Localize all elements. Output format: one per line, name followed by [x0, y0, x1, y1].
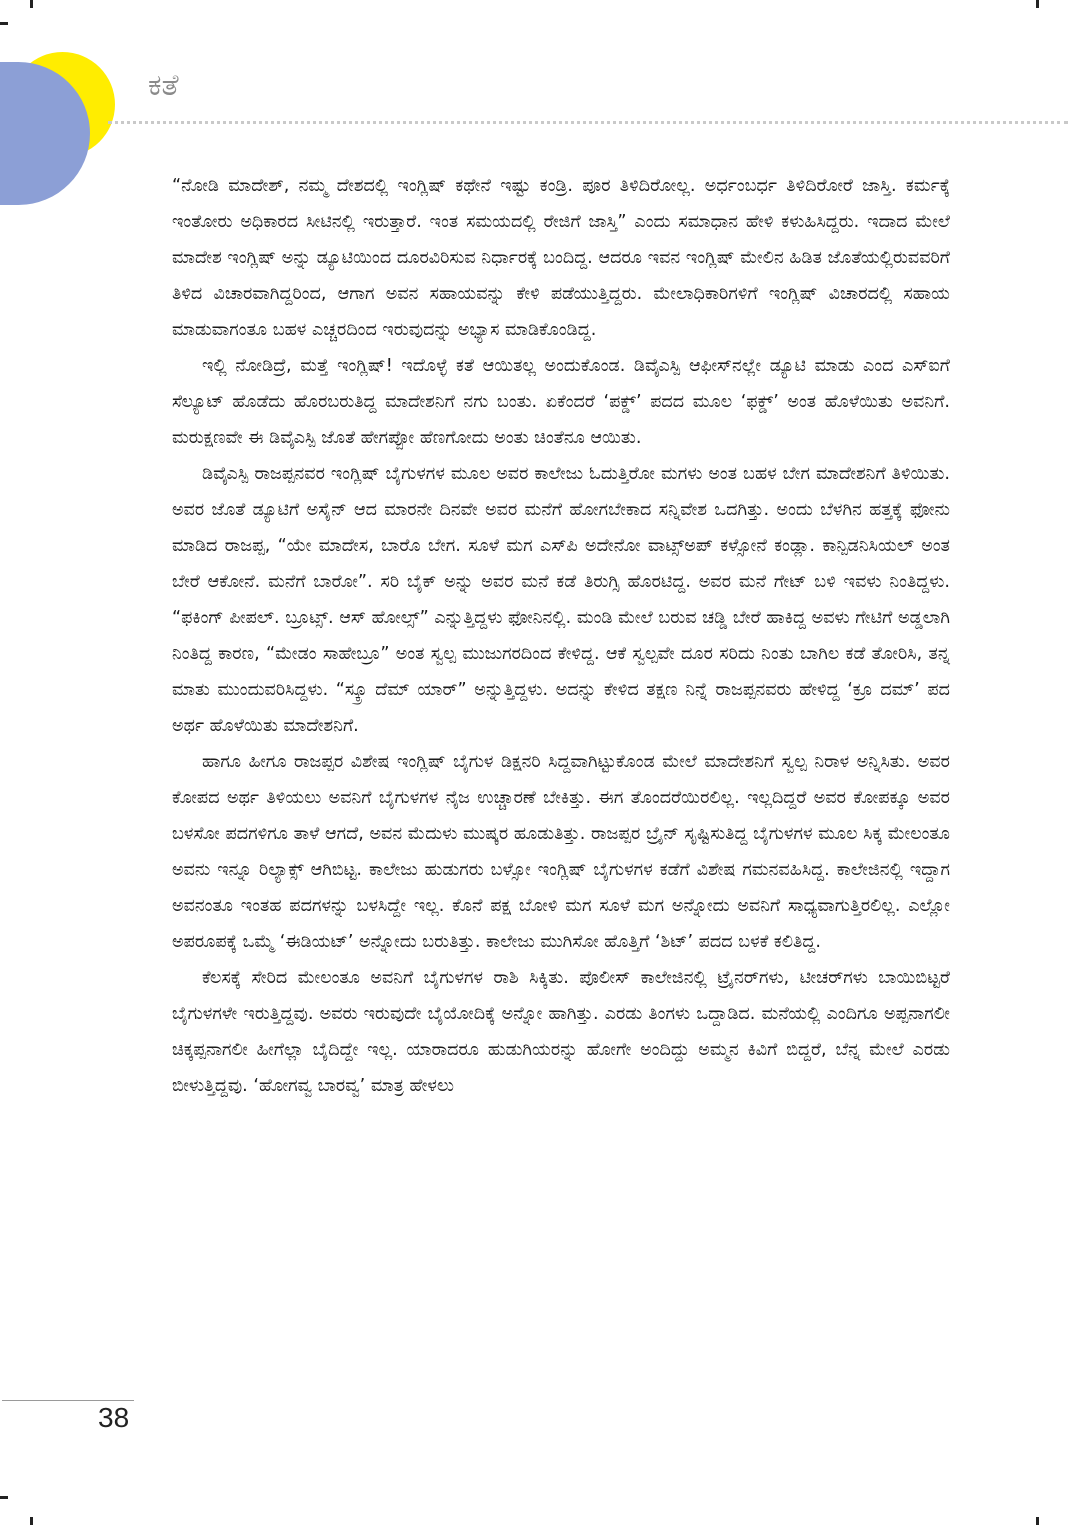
crop-mark-bottom-left	[0, 1496, 8, 1499]
crop-mark-bottom-left-vertical	[30, 1517, 33, 1525]
paragraph: ಇಲ್ಲಿ ನೋಡಿದ್ರೆ, ಮತ್ತೆ ಇಂಗ್ಲಿಷ್! ಇದೊಳ್ಳೆ ಕತೆ ಆಯಿತಲ್ಲ ಅಂದುಕೊಂಡ. ಡಿವೈಎಸ್ಪಿ ಆಫೀಸ್‌ನಲ್ಲೇ ಡ್ಯೂಟಿ ಮಾಡು ಎಂದ ಎಸ್‌ಐಗೆ ಸೆಲ್ಯೂಟ್ ಹೊಡೆದು ಹೊರಬರುತಿದ್ದ ಮಾದೇಶನಿಗೆ ನಗು ಬಂತು. ಏಕೆಂದರೆ ‘ಪಕ್ಡ್’ ಪದದ ಮೂಲ ‘ಫಕ್ಡ್’ ಅಂತ ಹೊಳೆಯಿತು ಅವನಿಗೆ. ಮರುಕ್ಷಣವೇ ಈ ಡಿವೈಎಸ್ಪಿ ಜೊತೆ ಹೇಗಪ್ಪೋ ಹೆಣಗೋದು ಅಂತು ಚಿಂತೆನೂ ಆಯಿತು.	[172, 356, 950, 448]
paragraph: ಕೆಲಸಕ್ಕೆ ಸೇರಿದ ಮೇಲಂತೂ ಅವನಿಗೆ ಬೈಗುಳಗಳ ರಾಶಿ ಸಿಕ್ಕಿತು. ಪೊಲೀಸ್ ಕಾಲೇಜಿನಲ್ಲಿ ಟ್ರೈನರ್‌ಗಳು, ಟೀಚರ್‌ಗಳು ಬಾಯಿಬಿಟ್ಟರೆ ಬೈಗುಳಗಳೇ ಇರುತ್ತಿದ್ದವು. ಅವರು ಇರುವುದೇ ಬೈಯೋದಿಕ್ಕೆ ಅನ್ನೋ ಹಾಗಿತ್ತು. ಎರಡು ತಿಂಗಳು ಒದ್ದಾಡಿದ. ಮನೆಯಲ್ಲಿ ಎಂದಿಗೂ ಅಪ್ಪನಾಗಲೀ ಚಿಕ್ಕಪ್ಪನಾಗಲೀ ಹೀಗೆಲ್ಲಾ ಬೈದಿದ್ದೇ ಇಲ್ಲ. ಯಾರಾದರೂ ಹುಡುಗಿಯರನ್ನು ಹೋಗೇ ಅಂದಿದ್ದು ಅಮ್ಮನ ಕಿವಿಗೆ ಬಿದ್ದರೆ, ಬೆನ್ನ ಮೇಲೆ ಎರಡು ಬೀಳುತ್ತಿದ್ದವು. ‘ಹೋಗವ್ವ ಬಾರವ್ವ’ ಮಾತ್ರ ಹೇಳಲು	[172, 968, 950, 1096]
crop-mark-top-right	[1036, 0, 1039, 8]
paragraph: ಡಿವೈಎಸ್ಪಿ ರಾಜಪ್ಪನವರ ಇಂಗ್ಲಿಷ್ ಬೈಗುಳಗಳ ಮೂಲ ಅವರ ಕಾಲೇಜು ಓದುತ್ತಿರೋ ಮಗಳು ಅಂತ ಬಹಳ ಬೇಗ ಮಾದೇಶನಿಗೆ ತಿಳಿಯಿತು. ಅವರ ಜೊತೆ ಡ್ಯೂಟಿಗೆ ಅಸೈನ್ ಆದ ಮಾರನೇ ದಿನವೇ ಅವರ ಮನೆಗೆ ಹೋಗಬೇಕಾದ ಸನ್ನಿವೇಶ ಒದಗಿತ್ತು. ಅಂದು ಬೆಳಗಿನ ಹತ್ತಕ್ಕೆ ಫೋನು ಮಾಡಿದ ರಾಜಪ್ಪ, “ಯೇ ಮಾದೇಸ, ಬಾರೊ ಬೇಗ. ಸೂಳೆ ಮಗ ಎಸ್‌ಪಿ ಅದೇನೋ ವಾಟ್ಸ್‌ಅಪ್ ಕಳ್ಸೋನೆ ಕಂಡ್ಲಾ. ಕಾನ್ಪಿಡನಿಸಿಯಲ್ ಅಂತ ಬೇರೆ ಆಕೋನೆ. ಮನೆಗೆ ಬಾರೋ”. ಸರಿ ಬೈಕ್ ಅನ್ನು ಅವರ ಮನೆ ಕಡೆ ತಿರುಗ್ಸಿ ಹೊರಟಿದ್ದ. ಅವರ ಮನೆ ಗೇಟ್ ಬಳಿ ಇವಳು ನಿಂತಿದ್ದಳು. “ಫಕಿಂಗ್ ಪೀಪಲ್. ಬ್ರೂಟ್ಸ್. ಆಸ್ ಹೋಲ್ಸ್” ಎನ್ನುತ್ತಿದ್ದಳು ಫೋನಿನಲ್ಲಿ. ಮಂಡಿ ಮೇಲೆ ಬರುವ ಚಡ್ಡಿ ಬೇರೆ ಹಾಕಿದ್ದ ಅವಳು ಗೇಟಿಗೆ ಅಡ್ಡಲಾಗಿ ನಿಂತಿದ್ದ ಕಾರಣ, “ಮೇಡಂ ಸಾಹೇಬ್ರೂ” ಅಂತ ಸ್ವಲ್ಪ ಮುಜುಗರದಿಂದ ಕೇಳಿದ್ದ. ಆಕೆ ಸ್ವಲ್ಪವೇ ದೂರ ಸರಿದು ನಿಂತು ಬಾಗಿಲ ಕಡೆ ತೋರಿಸಿ, ತನ್ನ ಮಾತು ಮುಂದುವರಿಸಿದ್ದಳು. “ಸ್ಕ್ರೂ ದೆಮ್ ಯಾರ್” ಅನ್ನುತ್ತಿದ್ದಳು. ಅದನ್ನು ಕೇಳಿದ ತಕ್ಷಣ ನಿನ್ನೆ ರಾಜಪ್ಪನವರು ಹೇಳಿದ್ದ ‘ಕ್ರೂ ದಮ್’ ಪದ ಅರ್ಥ ಹೊಳೆಯಿತು ಮಾದೇಶನಿಗೆ.	[172, 464, 950, 736]
paragraph: ಹಾಗೂ ಹೀಗೂ ರಾಜಪ್ಪರ ವಿಶೇಷ ಇಂಗ್ಲಿಷ್ ಬೈಗುಳ ಡಿಕ್ಷನರಿ ಸಿದ್ದವಾಗಿಟ್ಟುಕೊಂಡ ಮೇಲೆ ಮಾದೇಶನಿಗೆ ಸ್ವಲ್ಪ ನಿರಾಳ ಅನ್ನಿಸಿತು. ಅವರ ಕೋಪದ ಅರ್ಥ ತಿಳಿಯಲು ಅವನಿಗೆ ಬೈಗುಳಗಳ ನೈಜ ಉಚ್ಚಾರಣೆ ಬೇಕಿತ್ತು. ಈಗ ತೊಂದರೆಯಿರಲಿಲ್ಲ. ಇಲ್ಲದಿದ್ದರೆ ಅವರ ಕೋಪಕ್ಕೂ ಅವರ ಬಳಸೋ ಪದಗಳಿಗೂ ತಾಳೆ ಆಗದೆ, ಅವನ ಮೆದುಳು ಮುಷ್ಕರ ಹೂಡುತಿತ್ತು. ರಾಜಪ್ಪರ ಬ್ರೈನ್ ಸೃಷ್ಟಿಸುತಿದ್ದ ಬೈಗುಳಗಳ ಮೂಲ ಸಿಕ್ಕ ಮೇಲಂತೂ ಅವನು ಇನ್ನೂ ರಿಲ್ಯಾಕ್ಸ್ ಆಗಿಬಿಟ್ಟ. ಕಾಲೇಜು ಹುಡುಗರು ಬಳ್ಸೋ ಇಂಗ್ಲಿಷ್ ಬೈಗುಳಗಳ ಕಡೆಗೆ ವಿಶೇಷ ಗಮನವಹಿಸಿದ್ದ. ಕಾಲೇಜಿನಲ್ಲಿ ಇದ್ದಾಗ ಅವನಂತೂ ಇಂತಹ ಪದಗಳನ್ನು ಬಳಸಿದ್ದೇ ಇಲ್ಲ. ಕೊನೆ ಪಕ್ಷ ಬೋಳಿ ಮಗ ಸೂಳೆ ಮಗ ಅನ್ನೋದು ಅವನಿಗೆ ಸಾಧ್ಯವಾಗುತ್ತಿರಲಿಲ್ಲ. ಎಲ್ಲೋ ಅಪರೂಪಕ್ಕೆ ಒಮ್ಮೆ ‘ಈಡಿಯಟ್’ ಅನ್ನೋದು ಬರುತಿತ್ತು. ಕಾಲೇಜು ಮುಗಿಸೋ ಹೊತ್ತಿಗೆ ‘ಶಿಟ್’ ಪದದ ಬಳಕೆ ಕಲಿತಿದ್ದ.	[172, 752, 950, 952]
story-body	[172, 168, 950, 1104]
crop-mark-top-left-vertical	[30, 0, 33, 8]
crop-mark-top-left	[0, 22, 8, 25]
page-number-rule	[2, 1400, 134, 1401]
section-title: ಕತೆ	[148, 68, 179, 103]
dotted-header-rule	[108, 121, 1068, 124]
paragraph: “ನೋಡಿ ಮಾದೇಶ್, ನಮ್ಮ ದೇಶದಲ್ಲಿ ಇಂಗ್ಲಿಷ್ ಕಥೇನೆ ಇಷ್ಟು ಕಂಡ್ರಿ. ಪೂರ ತಿಳಿದಿರೋಲ್ಲ. ಅರ್ಧಂಬರ್ಧ ತಿಳಿದಿರೋರೆ ಜಾಸ್ತಿ. ಕರ್ಮಕ್ಕೆ ಇಂತೋರು ಅಧಿಕಾರದ ಸೀಟಿನಲ್ಲಿ ಇರುತ್ತಾರೆ. ಇಂತ ಸಮಯದಲ್ಲಿ ರೇಜಿಗೆ ಜಾಸ್ತಿ” ಎಂದು ಸಮಾಧಾನ ಹೇಳಿ ಕಳುಹಿಸಿದ್ದರು. ಇದಾದ ಮೇಲೆ ಮಾದೇಶ ಇಂಗ್ಲಿಷ್ ಅನ್ನು ಡ್ಯೂಟಿಯಿಂದ ದೂರವಿರಿಸುವ ನಿರ್ಧಾರಕ್ಕೆ ಬಂದಿದ್ದ. ಆದರೂ ಇವನ ಇಂಗ್ಲಿಷ್ ಮೇಲಿನ ಹಿಡಿತ ಜೊತೆಯಲ್ಲಿರುವವರಿಗೆ ತಿಳಿದ ವಿಚಾರವಾಗಿದ್ದರಿಂದ, ಆಗಾಗ ಅವನ ಸಹಾಯವನ್ನು ಕೇಳಿ ಪಡೆಯುತ್ತಿದ್ದರು. ಮೇಲಾಧಿಕಾರಿಗಳಿಗೆ ಇಂಗ್ಲಿಷ್ ವಿಚಾರದಲ್ಲಿ ಸಹಾಯ ಮಾಡುವಾಗಂತೂ ಬಹಳ ಎಚ್ಚರದಿಂದ ಇರುವುದನ್ನು ಅಭ್ಯಾಸ ಮಾಡಿಕೊಂಡಿದ್ದ.	[172, 176, 950, 340]
page-number: 38	[98, 1402, 130, 1433]
crop-mark-bottom-right	[1036, 1517, 1039, 1525]
